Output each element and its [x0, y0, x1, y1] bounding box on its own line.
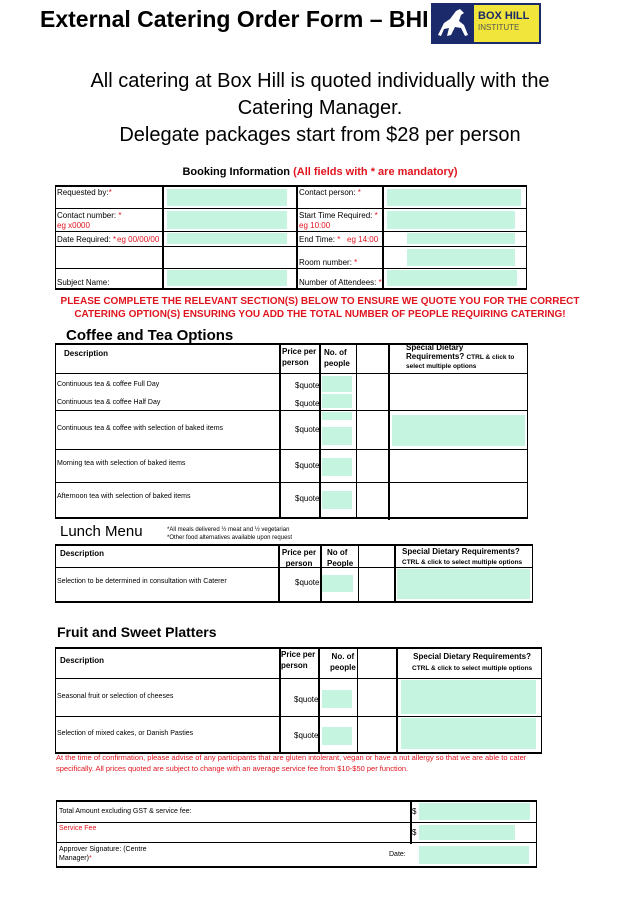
coffee-item-desc: Morning tea with selection of baked items — [57, 460, 186, 467]
lunch-item-dietary-select[interactable] — [397, 569, 530, 599]
fruit-col-dietary: Special Dietary Requirements? CTRL & click to select multiple options — [412, 652, 533, 672]
room-number-label: Room number: * — [299, 258, 358, 267]
logo-wordmark — [474, 5, 539, 42]
fruit-col-people: No. of people — [330, 652, 356, 672]
requested-by-label: Requested by:* — [57, 188, 112, 197]
fruit-item-dietary-select[interactable] — [401, 718, 536, 749]
coffee-item-people-input[interactable] — [322, 427, 352, 445]
lunch-item-desc: Selection to be determined in consultation with Caterer — [57, 578, 227, 585]
intro-line-3: Delegate packages start from $28 per person — [119, 124, 521, 146]
room-number-field[interactable] — [407, 249, 515, 266]
fruit-item-dietary-select[interactable] — [401, 680, 536, 714]
important-notice — [0, 295, 640, 321]
lunch-item-price: $quote — [295, 578, 320, 587]
contact-number-field[interactable] — [167, 211, 287, 229]
total-currency: $ — [412, 807, 417, 816]
fruit-item-desc: Selection of mixed cakes, or Danish Pasties — [57, 730, 194, 737]
coffee-item-people-input[interactable] — [322, 376, 352, 392]
lunch-col-description: Description — [60, 549, 105, 558]
lunch-col-people: No of People — [327, 548, 354, 568]
service-fee-label: Service Fee — [59, 825, 97, 832]
coffee-item-desc: Afternoon tea with selection of baked items — [57, 493, 191, 500]
start-time-label: Start Time Required: * — [299, 211, 378, 220]
total-amount-label: Total Amount excluding GST & service fee: — [59, 808, 192, 815]
subject-name-label: Subject Name: — [57, 278, 110, 287]
mandatory-note: (All fields with * are mandatory) — [293, 166, 458, 178]
notice-line-2: CATERING OPTION(S) ENSURING YOU ADD THE TOTAL NUMBER OF PEOPLE REQUIRING CATERING! — [74, 309, 566, 320]
date-example: eg 00/00/00 — [117, 235, 160, 244]
coffee-col-dietary: Special Dietary Requirements? CTRL & click to select multiple options — [406, 343, 515, 370]
fruit-item-price: $quote — [294, 695, 319, 704]
coffee-item-people-input[interactable] — [322, 491, 352, 509]
coffee-item-people-input[interactable] — [322, 458, 352, 476]
coffee-item-desc: Continuous tea & coffee with selection of baked items — [57, 425, 224, 432]
attendees-label: Number of Attendees: * — [299, 278, 382, 287]
coffee-item-price: $quote — [295, 425, 320, 434]
fruit-item-desc: Seasonal fruit or selection of cheeses — [57, 693, 174, 700]
coffee-item-people-input[interactable] — [322, 412, 352, 420]
coffee-item-people-input[interactable] — [322, 394, 352, 408]
start-time-example: eg 10:00 — [299, 221, 331, 230]
booking-section-title — [0, 166, 640, 178]
end-time-field[interactable] — [407, 233, 515, 244]
date-required-field[interactable] — [167, 233, 287, 244]
dietary-footnote: At the time of confirmation, please advise of any participants that are gluten intolerant, vegan or have a nut allergy so that we are able to cater specifically. All prices quoted are subject to change with an average service fee from $10-$50 per function. — [56, 753, 527, 773]
coffee-col-description: Description — [64, 349, 109, 358]
coffee-section-title: Coffee and Tea Options — [66, 327, 234, 344]
coffee-item-price: $quote — [295, 399, 320, 408]
attendees-field[interactable] — [387, 270, 517, 286]
date-required-label: Date Required: * — [57, 235, 117, 244]
date-label: Date: — [389, 851, 406, 858]
service-fee-field[interactable] — [419, 825, 515, 840]
service-fee-currency: $ — [412, 828, 417, 837]
contact-number-label: Contact number: * — [57, 211, 122, 220]
coffee-item-price: $quote — [295, 494, 320, 503]
coffee-item-desc: Continuous tea & coffee Full Day — [57, 381, 160, 388]
lunch-note-2: *Other food alternatives available upon request — [167, 535, 293, 541]
intro-line-1: All catering at Box Hill is quoted individually with the — [90, 70, 550, 92]
form-title: External Catering Order Form – BHI — [40, 6, 429, 32]
coffee-col-price: Price per person — [282, 347, 317, 367]
booking-title: Booking Information — [182, 166, 291, 178]
contact-number-example: eg x0000 — [57, 221, 90, 230]
lunch-note-1: *All meals delivered ½ meat and ½ vegetarian — [167, 527, 290, 533]
lunch-col-dietary: Special Dietary Requirements? CTRL & click to select multiple options — [402, 547, 523, 566]
fruit-section-title: Fruit and Sweet Platters — [57, 624, 217, 640]
coffee-col-people: No. of people — [324, 348, 350, 368]
logo-line-1: BOX HILL — [478, 10, 530, 22]
total-amount-field[interactable] — [419, 803, 530, 820]
approval-date-field[interactable] — [419, 846, 529, 864]
end-time-example: eg 14:00 — [347, 235, 379, 244]
subject-name-field[interactable] — [167, 270, 287, 286]
lunch-col-price: Price per person — [281, 548, 317, 568]
approver-signature-label: Approver Signature: (Centre Manager)* — [59, 846, 147, 862]
fruit-col-description: Description — [60, 656, 105, 665]
intro-text — [0, 68, 640, 149]
fruit-item-people-input[interactable] — [322, 727, 352, 745]
requested-by-field[interactable] — [167, 189, 287, 206]
fruit-col-price: Price per person — [281, 650, 316, 670]
end-time-label: End Time: * — [299, 235, 341, 244]
contact-person-label: Contact person: * — [299, 188, 361, 197]
notice-line-1: PLEASE COMPLETE THE RELEVANT SECTION(S) BELOW TO ENSURE WE QUOTE YOU FOR THE CORRECT — [60, 296, 580, 307]
horse-icon — [434, 5, 474, 42]
contact-person-field[interactable] — [387, 189, 521, 206]
fruit-item-price: $quote — [294, 731, 319, 740]
intro-line-2: Catering Manager. — [237, 97, 403, 119]
coffee-item-price: $quote — [295, 381, 320, 390]
coffee-item-dietary-select[interactable] — [392, 415, 525, 446]
start-time-field[interactable] — [387, 211, 515, 229]
coffee-item-desc: Continuous tea & coffee Half Day — [57, 399, 161, 406]
box-hill-logo — [431, 3, 541, 44]
lunch-section-title: Lunch Menu — [60, 523, 143, 540]
coffee-item-price: $quote — [295, 461, 320, 470]
lunch-item-people-input[interactable] — [322, 575, 353, 592]
fruit-item-people-input[interactable] — [322, 690, 352, 708]
lunch-notes — [167, 526, 292, 542]
logo-line-2: INSTITUTE — [478, 23, 520, 32]
